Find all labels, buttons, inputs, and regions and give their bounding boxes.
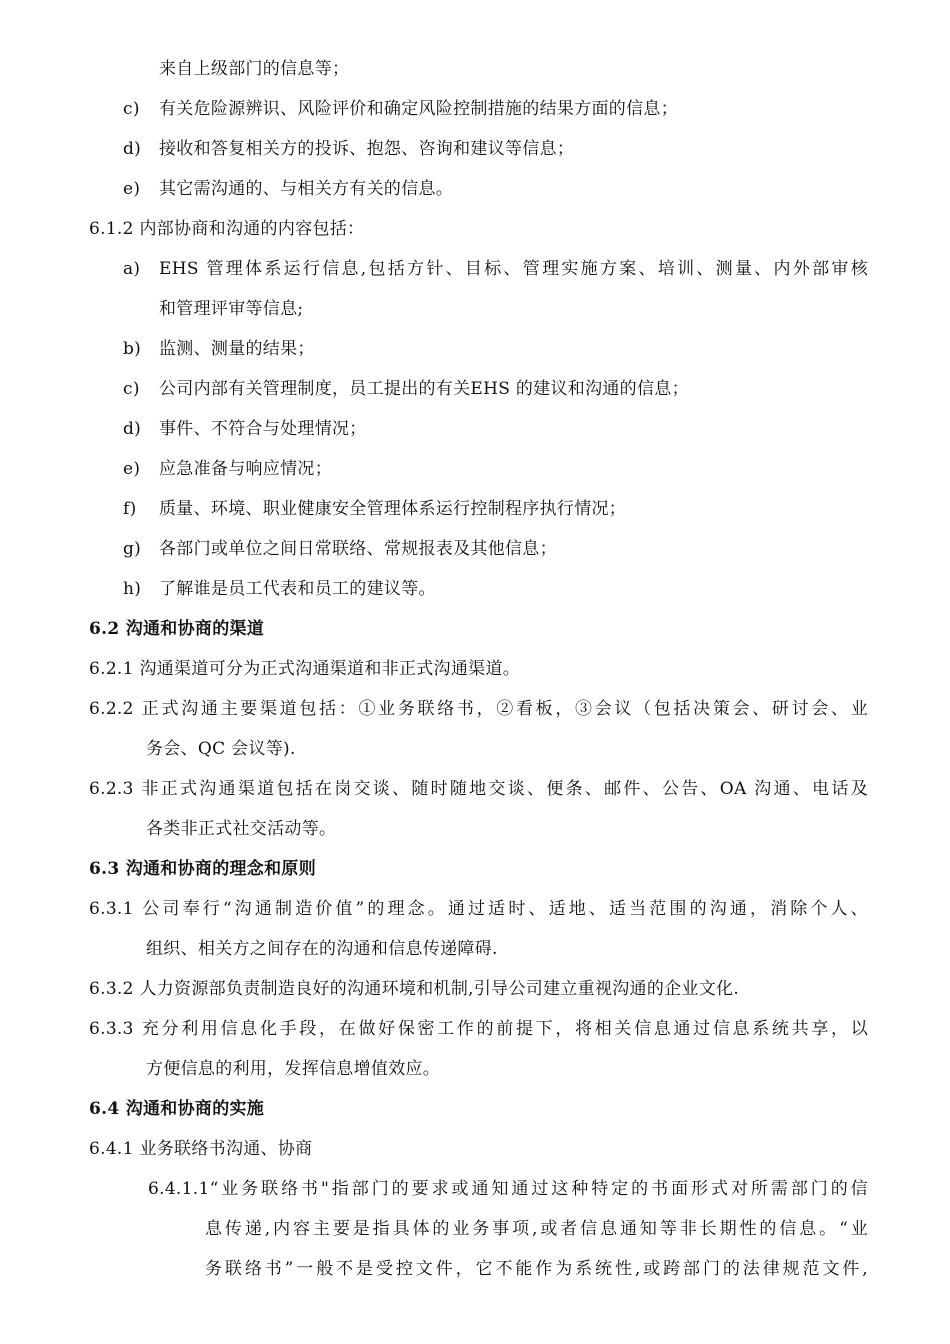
list-item-marker: e): [123, 459, 141, 479]
clause-paragraph-continuation: 组织、相关方之间存在的沟通和信息传递障碍.: [146, 939, 498, 959]
list-item-marker: a): [123, 259, 141, 279]
clause-paragraph-continuation: 方便信息的利用，发挥信息增值效应。: [146, 1059, 441, 1079]
clause-paragraph: 6.2.3 非正式沟通渠道包括在岗交谈、随时随地交谈、便条、邮件、公告、OA 沟通、电话及: [89, 779, 868, 799]
clause-paragraph: 6.2.1 沟通渠道可分为正式沟通渠道和非正式沟通渠道。: [89, 659, 521, 679]
list-item: 各部门或单位之间日常联络、常规报表及其他信息；: [159, 539, 557, 559]
sub-clause-paragraph: 6.4.1.1“业务联络书"指部门的要求或通知通过这种特定的书面形式对所需部门的信: [148, 1179, 868, 1199]
section-heading: 6.3 沟通和协商的理念和原则: [89, 859, 316, 879]
list-item: EHS 管理体系运行信息,包括方针、目标、管理实施方案、培训、测量、内外部审核: [159, 259, 868, 279]
list-item: 公司内部有关管理制度，员工提出的有关EHS 的建议和沟通的信息；: [159, 379, 689, 399]
sub-clause-paragraph-continuation: 务联络书”一般不是受控文件，它不能作为系统性,或跨部门的法律规范文件,: [205, 1259, 868, 1279]
list-item-continuation: 来自上级部门的信息等；: [159, 59, 350, 79]
list-item-marker: d): [123, 139, 142, 159]
clause-heading: 6.4.1 业务联络书沟通、协商: [89, 1139, 313, 1159]
sub-clause-paragraph-continuation: 息传递,内容主要是指具体的业务事项,或者信息通知等非长期性的信息。“业: [205, 1219, 868, 1239]
list-item: 监测、测量的结果；: [159, 339, 315, 359]
list-item-continuation: 和管理评审等信息;: [159, 299, 304, 319]
list-item-marker: g): [123, 539, 142, 559]
list-item-marker: c): [123, 379, 140, 399]
clause-paragraph: 6.3.1 公司奉行“沟通制造价值”的理念。通过适时、适地、适当范围的沟通，消除个人、: [89, 899, 868, 919]
list-item-marker: h): [123, 579, 142, 599]
list-item: 应急准备与响应情况；: [159, 459, 332, 479]
clause-heading: 6.1.2 内部协商和沟通的内容包括：: [89, 219, 365, 239]
clause-paragraph: 6.2.2 正式沟通主要渠道包括：①业务联络书，②看板，③会议（包括决策会、研讨会、业: [89, 699, 868, 719]
clause-paragraph-continuation: 各类非正式社交活动等。: [146, 819, 337, 839]
list-item: 有关危险源辨识、风险评价和确定风险控制措施的结果方面的信息；: [159, 99, 678, 119]
clause-paragraph-continuation: 务会、QC 会议等).: [146, 739, 296, 759]
clause-paragraph: 6.3.3 充分利用信息化手段，在做好保密工作的前提下，将相关信息通过信息系统共享，以: [89, 1019, 868, 1039]
list-item-marker: d): [123, 419, 142, 439]
list-item-marker: f): [123, 499, 137, 519]
list-item-marker: b): [123, 339, 142, 359]
list-item: 其它需沟通的、与相关方有关的信息。: [159, 179, 454, 199]
section-heading: 6.2 沟通和协商的渠道: [89, 619, 265, 639]
list-item-marker: c): [123, 99, 140, 119]
list-item-marker: e): [123, 179, 141, 199]
section-heading: 6.4 沟通和协商的实施: [89, 1099, 265, 1119]
list-item: 接收和答复相关方的投诉、抱怨、咨询和建议等信息；: [159, 139, 575, 159]
list-item: 了解谁是员工代表和员工的建议等。: [159, 579, 436, 599]
list-item: 事件、不符合与处理情况；: [159, 419, 367, 439]
list-item: 质量、环境、职业健康安全管理体系运行控制程序执行情况；: [159, 499, 627, 519]
clause-paragraph: 6.3.2 人力资源部负责制造良好的沟通环境和机制,引导公司建立重视沟通的企业文化.: [89, 979, 740, 999]
